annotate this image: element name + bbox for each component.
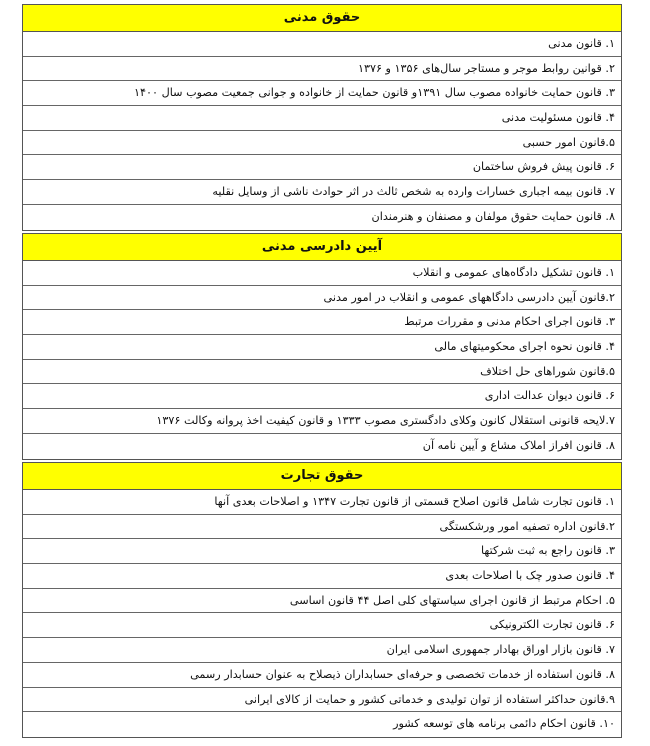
list-item: ۳. قانون حمایت خانواده مصوب سال ۱۳۹۱و قانون حمایت از خانواده و جوانی جمعیت مصوب سال ۱۴۰۰	[23, 81, 621, 106]
section-header: حقوق تجارت	[23, 463, 621, 490]
commercial-law-table	[22, 462, 622, 738]
list-item: ۲.قانون اداره تصفیه امور ورشکستگی	[23, 515, 621, 540]
list-item: ۸. قانون حمایت حقوق مولفان و مصنفان و هنرمندان	[371, 209, 615, 223]
list-item: ۲.قانون آیین دادرسی دادگاههای عمومی و انقلاب در امور مدنی	[23, 286, 621, 311]
list-item: ۴. قانون مسئولیت مدنی	[23, 106, 621, 131]
list-item: ۷.لایحه قانونی استقلال کانون وکلای دادگستری مصوب ۱۳۳۳ و قانون کیفیت اخذ پروانه وکالت ۱۳۷۶	[23, 409, 621, 434]
list-item: ۳. قانون راجع به ثبت شرکتها	[23, 539, 621, 564]
list-item: ۱. قانون تشکیل دادگاه‌های عمومی و انقلاب	[23, 261, 621, 286]
list-item: ۸. قانون افراز املاک مشاع و آیین نامه آن	[422, 438, 615, 452]
list-item: ۶. قانون تجارت الکترونیکی	[23, 613, 621, 638]
list-item: ۲. قوانین روابط موجر و مستاجر سال‌های ۱۳۵۶ و ۱۳۷۶	[23, 57, 621, 82]
list-item: ۵.قانون امور حسبی	[23, 131, 621, 156]
list-item: ۱۰. قانون احکام دائمی برنامه های توسعه کشور	[393, 717, 615, 731]
list-item: ۹.قانون حداکثر استفاده از توان تولیدی و خدماتی کشور و حمایت از کالای ایرانی	[23, 688, 621, 713]
section-header: آیین دادرسی مدنی	[23, 234, 621, 261]
civil-law-table	[22, 4, 622, 231]
list-item: ۷. قانون بیمه اجباری خسارات وارده به شخص ثالث در اثر حوادث ناشی از وسایل نقلیه	[23, 180, 621, 205]
list-item: ۸. قانون استفاده از خدمات تخصصی و حرفه‌ای حسابداران ذیصلاح به عنوان حسابدار رسمی	[23, 663, 621, 688]
list-item: ۵.قانون شوراهای حل اختلاف	[23, 360, 621, 385]
list-item: ۴. قانون نحوه اجرای محکومیتهای مالی	[23, 335, 621, 360]
list-item: ۱. قانون مدنی	[23, 32, 621, 57]
list-item: ۵. احکام مرتبط از قانون اجرای سیاستهای کلی اصل ۴۴ قانون اساسی	[23, 589, 621, 614]
list-item: ۴. قانون صدور چک با اصلاحات بعدی	[23, 564, 621, 589]
list-item: ۷. قانون بازار اوراق بهادار جمهوری اسلامی ایران	[23, 638, 621, 663]
list-item: ۱. قانون تجارت شامل قانون اصلاح قسمتی از قانون تجارت ۱۳۴۷ و اصلاحات بعدی آنها	[23, 490, 621, 515]
list-item: ۶. قانون پیش فروش ساختمان	[23, 155, 621, 180]
civil-procedure-table	[22, 233, 622, 460]
list-item: ۳. قانون اجرای احکام مدنی و مقررات مرتبط	[23, 310, 621, 335]
list-item: ۶. قانون دیوان عدالت اداری	[23, 384, 621, 409]
section-header: حقوق مدنی	[23, 5, 621, 32]
